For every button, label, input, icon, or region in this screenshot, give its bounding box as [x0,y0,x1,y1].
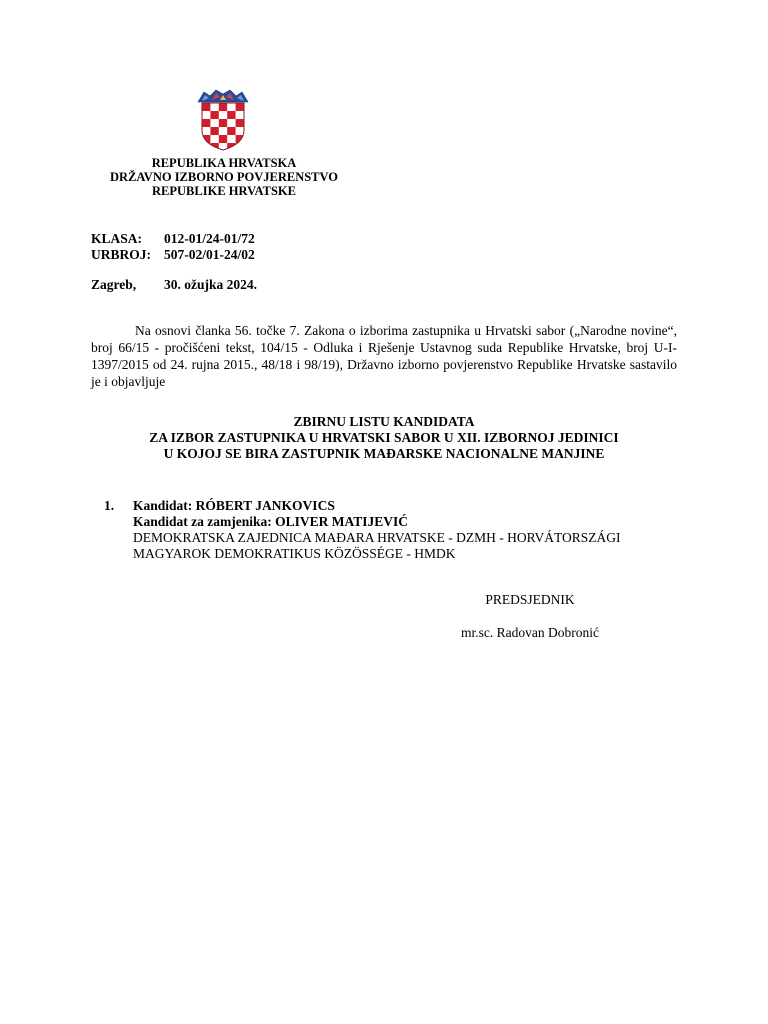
candidate-name-line: Kandidat: RÓBERT JANKOVICS [133,498,335,513]
header-line-republic-2: REPUBLIKE HRVATSKE [152,184,296,198]
checker-square [210,127,219,135]
klasa-label: KLASA: [91,231,143,246]
date-value: 30. ožujka 2024. [164,277,258,292]
signatory-name: mr.sc. Radovan Dobronić [461,625,599,640]
title-line-1: ZBIRNU LISTU KANDIDATA [293,414,475,429]
issuer-header [90,156,358,198]
checker-square [227,119,236,127]
party-name: DEMOKRATSKA ZAJEDNICA MAĐARA HRVATSKE - DZMH - HORVÁTORSZÁGI MAGYAROK DEMOKRATIKUS KÖZÖSSÉGE - HMDK [133,530,621,561]
title-line-3: U KOJOJ SE BIRA ZASTUPNIK MAĐARSKE NACIONALNE MANJINE [163,446,605,461]
checker-square [236,111,245,119]
signatory-title: PREDSJEDNIK [485,592,575,607]
checker-square [227,111,236,119]
title-line-2: ZA IZBOR ZASTUPNIKA U HRVATSKI SABOR U XII. IZBORNOJ JEDINICI [149,430,619,445]
checker-square [210,111,219,119]
checker-square [236,103,245,111]
checker-square [219,103,228,111]
checker-square [219,127,228,135]
klasa-row [91,231,255,247]
checker-square [227,103,236,111]
checker-square [236,127,245,135]
candidate-number: 1. [104,498,115,513]
urbroj-row [91,247,255,263]
candidate-details [133,498,673,562]
urbroj-value: 507-02/01-24/02 [164,247,255,262]
intro-paragraph: Na osnovi članka 56. točke 7. Zakona o izborima zastupnika u Hrvatski sabor („Narodne novine“, broj 66/15 - pročišćeni tekst, 104/15 - Odluka i Rješenje Ustavnog suda Republike Hrvatske, broj U-I-1397/2015 od 24. rujna 2015., 48/18 i 98/19), Državno izborno povjerenstvo Republike Hrvatske sastavilo je i objavljuje [91,323,677,389]
checker-square [202,119,211,127]
checker-square [202,127,211,135]
urbroj-label: URBROJ: [91,247,151,262]
checker-square [219,111,228,119]
header-line-republic: REPUBLIKA HRVATSKA [151,156,297,170]
croatian-coat-of-arms-icon [196,86,250,152]
checker-square [210,119,219,127]
checker-square [236,119,245,127]
checker-square [227,135,236,143]
checker-square [210,135,219,143]
checker-square [219,119,228,127]
checker-square [227,127,236,135]
place-label: Zagreb, [91,277,137,292]
header-line-commission: DRŽAVNO IZBORNO POVJERENSTVO [109,170,339,184]
checker-square [219,135,228,143]
checker-square [236,143,245,151]
klasa-value: 012-01/24-01/72 [164,231,255,246]
checker-square [202,103,211,111]
document-title [91,414,677,462]
checker-square [210,103,219,111]
deputy-name-line: Kandidat za zamjenika: OLIVER MATIJEVIĆ [133,514,409,529]
date-row [91,277,257,293]
checker-square [202,111,211,119]
